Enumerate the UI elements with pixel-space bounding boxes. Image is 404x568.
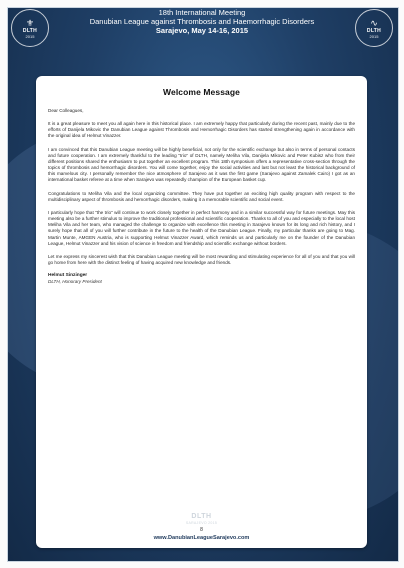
logo-left-year: 2015 xyxy=(25,33,35,39)
dlth-watermark xyxy=(36,513,367,525)
watermark-title: DLTH xyxy=(191,513,212,520)
dlth-logo-left xyxy=(11,9,49,47)
logo-right-text: DLTH xyxy=(366,27,382,34)
paragraph-4: I particularly hope that "the trio" will continue to work closely together in perfect harmony and in a similar successful way for future meetings. May this meeting also be a further stimulus to improve the traditional professional and scientific cooperation. Thanks to all of you and especially to the local host Meliha Vila and her team, who managed the challenge to organize with excellence this meeting in Sarajevo known for its long and rich history, and I surely hope that all of you will further contribute in the future to the health of the Danubian League. Finally, my particular thanks are going to Mag. Martin Munte, AMGEN Austria, who is supporting Helmut Vinazzer Award, which reminds us and particularly me on the founder of the Danubian League, Helmut Vinazzer and his vision of science in freedom and friendship and scientific exchange without borders. xyxy=(48,209,355,246)
page-number: 8 xyxy=(200,527,203,533)
greeting: Dear Colleagues, xyxy=(48,108,84,113)
logo-left-text: DLTH xyxy=(22,27,38,34)
signature-role: DLTH, Honorary President xyxy=(48,279,102,285)
paragraph-3: Congratulations to Meliha Vila and the local organizing committee. They have put together an exciting high quality program with respect to the multidisciplinary aspect of thrombosis and hemorrhagic disorders, making it a memorable scientific and social event. xyxy=(48,190,355,202)
meeting-header xyxy=(60,8,344,36)
welcome-card xyxy=(36,76,367,548)
welcome-body xyxy=(48,108,355,266)
signature xyxy=(48,273,355,285)
logo-right-year: 2015 xyxy=(369,33,379,39)
paragraph-2: I am convinced that this Danubian League meeting will be highly beneficial, not only for the scientific exchange but also in terms of personal contacts and future cooperation. I am extremely thankful to the leading "trio" of DLTH, namely Meliha Vila, Danijela Mikovic and Peter Kubisz who from their different positions shared the enthusiasm to put together an excellent program. This 18th symposium offers a representative cross-section through the topics of thrombosis and hemorrhagic disorders. You will come together, enjoy the social activities and last but not least the historical background of this marvelous city. I personally remember the nice atmosphere of Sarajevo as it was the first game (Sarajevo against Zamalek Cairo) I got as an international basket referee at a time when Sarajevo was repeatedly champion of the European basket cup. xyxy=(48,146,355,183)
signature-name: Helmut Sinzinger xyxy=(48,273,88,279)
paragraph-1: It is a great pleasure to meet you all again here in this historical place. I am extremely happy that particularly during the recent past, mainly due to the efforts of Danijela Mikovic the Danubian League against Thrombosis and Hemorrhagic Disorders has started strengthening again in accordance with the original idea of Helmut Vinazzer. xyxy=(48,121,355,139)
dlth-logo-right xyxy=(355,9,393,47)
fleur-emblem-icon: ⚜ xyxy=(25,17,35,28)
page-title: Welcome Message xyxy=(163,87,240,97)
watermark-subtitle: SARAJEVO 2015 xyxy=(185,521,218,525)
footer-website-link[interactable]: www.DanubianLeagueSarajevo.com xyxy=(153,535,250,541)
meeting-edition: 18th International Meeting xyxy=(158,8,246,17)
paragraph-5: Let me express my sincerest wish that this Danubian League meeting will be most rewarding and stimulating experience for all of you and that you will go home from here with the distinct feeling of having acquired new knowledge and friends. xyxy=(48,253,355,265)
wave-emblem-icon: ∿ xyxy=(370,17,378,28)
meeting-organization: Danubian League against Thrombosis and Haemorrhagic Disorders xyxy=(89,17,315,26)
meeting-place-date: Sarajevo, May 14-16, 2015 xyxy=(155,26,249,35)
